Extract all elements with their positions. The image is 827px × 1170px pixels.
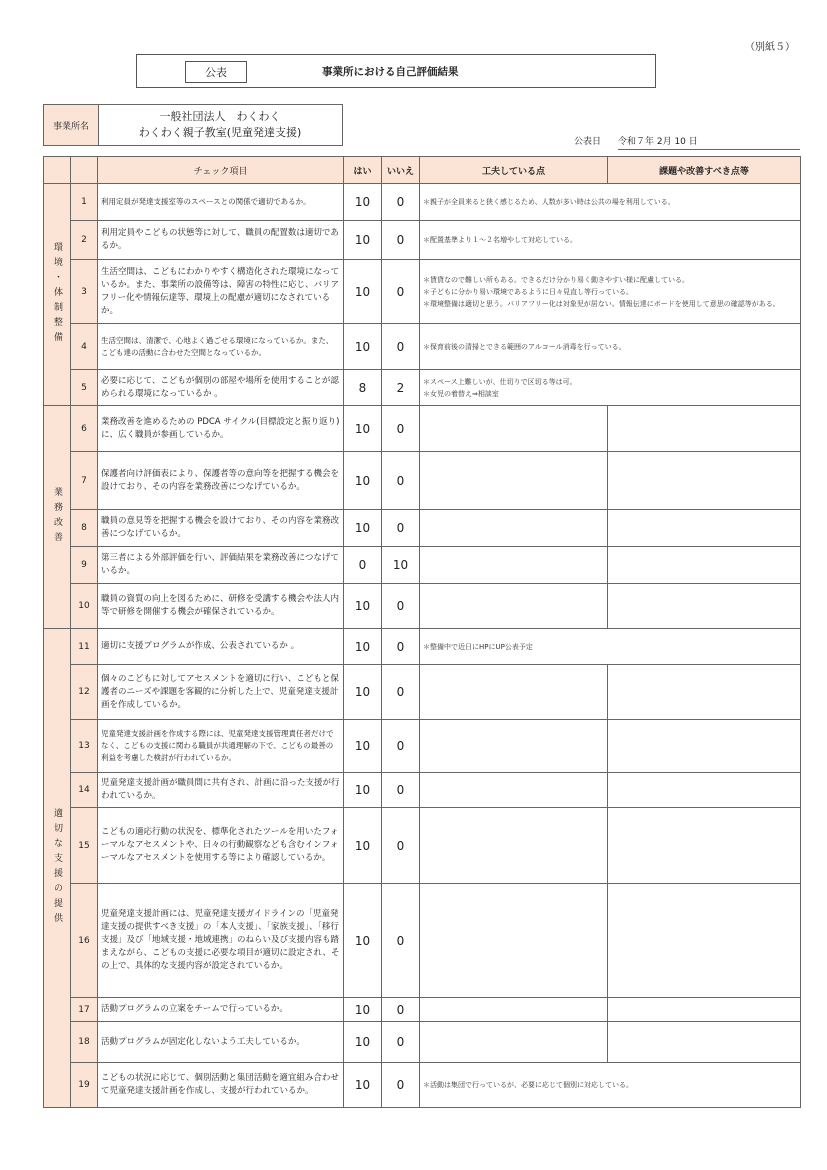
table-row: [44, 452, 801, 510]
effort-note: [420, 547, 608, 584]
no-count: 10: [382, 547, 420, 584]
yes-count: 0: [344, 547, 382, 584]
no-count: 0: [382, 884, 420, 998]
row-number: 16: [71, 884, 98, 998]
effort-note: [420, 510, 608, 547]
effort-note: [420, 884, 608, 998]
header-category: [44, 157, 71, 184]
row-number: 7: [71, 452, 98, 510]
row-number: 12: [71, 665, 98, 720]
table-row: [44, 184, 801, 221]
row-number: 1: [71, 184, 98, 221]
office-label: 事業所名: [44, 105, 99, 145]
yes-count: 10: [344, 260, 382, 324]
yes-count: 10: [344, 629, 382, 665]
table-row: [44, 370, 801, 406]
check-item: 生活空間は、清潔で、心地よく過ごせる環境になっているか。また、こども達の活動に合わせた空間となっているか。: [98, 324, 344, 370]
row-number: 15: [71, 808, 98, 884]
effort-note: [420, 406, 608, 452]
check-item: 児童発達支援計画が職員間に共有され、計画に沿った支援が行われているか。: [98, 773, 344, 808]
issue-note: [608, 406, 801, 452]
no-count: 0: [382, 452, 420, 510]
yes-count: 10: [344, 406, 382, 452]
page-title: 事業所における自己評価結果: [322, 66, 459, 78]
yes-count: 10: [344, 1063, 382, 1108]
check-item: 生活空間は、こどもにわかりやすく構造化された環境になっているか。また、事業所の設備等は、障害の特性に応じ、バリアフリー化や情報伝達等、環境上の配慮が適切になされているか。: [98, 260, 344, 324]
row-number: 4: [71, 324, 98, 370]
table-row: [44, 773, 801, 808]
check-item: こどもの状況に応じて、個別活動と集団活動を適宜組み合わせて児童発達支援計画を作成し、支援が行われているか。: [98, 1063, 344, 1108]
category-cell: 適切な支援の提供: [44, 629, 71, 1108]
row-number: 11: [71, 629, 98, 665]
check-item: 職員の意見等を把握する機会を設けており、その内容を業務改善につなげているか。: [98, 510, 344, 547]
yes-count: 10: [344, 510, 382, 547]
table-header-row: [44, 157, 801, 184]
effort-note: [420, 808, 608, 884]
yes-count: 10: [344, 884, 382, 998]
publish-date: 令和７年 2月 10 日: [618, 134, 800, 150]
table-row: [44, 406, 801, 452]
issue-note: [608, 998, 801, 1022]
yes-count: 10: [344, 452, 382, 510]
row-number: 8: [71, 510, 98, 547]
no-count: 0: [382, 773, 420, 808]
effort-note: ＊配置基準より１～２名増やして対応している。: [420, 221, 801, 260]
header-check-item: チェック項目: [98, 157, 344, 184]
issue-note: [608, 884, 801, 998]
check-item: 適切に支援プログラムが作成、公表されているか 。: [98, 629, 344, 665]
header-yes: はい: [344, 157, 382, 184]
row-number: 2: [71, 221, 98, 260]
table-row: [44, 998, 801, 1022]
publish-label: 公表日: [574, 137, 602, 147]
table-row: [44, 665, 801, 720]
no-count: 2: [382, 370, 420, 406]
check-item: 児童発達支援計画を作成する際には、児童発達支援管理責任者だけでなく、こどもの支援に関わる職員が共通理解の下で、こどもの最善の利益を考慮した検討が行われているか。: [98, 720, 344, 773]
table-row: [44, 808, 801, 884]
yes-count: 10: [344, 665, 382, 720]
title-box: [136, 54, 656, 88]
table-row: [44, 260, 801, 324]
no-count: 0: [382, 584, 420, 629]
row-number: 13: [71, 720, 98, 773]
effort-note: [420, 1022, 608, 1063]
no-count: 0: [382, 1063, 420, 1108]
no-count: 0: [382, 808, 420, 884]
office-name-line2: わくわく親子教室(児童発達支援): [138, 126, 302, 139]
effort-note: ＊親子が全員来ると狭く感じるため、人数が多い時は公共の場を利用している。: [420, 184, 801, 221]
check-item: こどもの適応行動の状況を、標準化されたツールを用いたフォーマルなアセスメントや、日々の行動観察なども含むインフォーマルなアセスメントを使用する等により確認しているか。: [98, 808, 344, 884]
check-item: 保護者向け評価表により、保護者等の意向等を把握する機会を設けており、その内容を業務改善につなげているか。: [98, 452, 344, 510]
issue-note: [608, 720, 801, 773]
no-count: 0: [382, 665, 420, 720]
category-cell: 業務改善: [44, 406, 71, 629]
effort-note: ＊スペース上難しいが、仕切りで区切る等は可。 ＊女児の着替え⇒相談室: [420, 370, 801, 406]
office-name-line1: 一般社団法人 わくわく: [159, 110, 281, 123]
table-row: [44, 324, 801, 370]
issue-note: [608, 547, 801, 584]
category-cell: 環境・体制整備: [44, 184, 71, 406]
check-item: 職員の資質の向上を図るために、研修を受講する機会や法人内等で研修を開催する機会が確保されているか。: [98, 584, 344, 629]
no-count: 0: [382, 629, 420, 665]
check-item: 必要に応じて、こどもが個別の部屋や場所を使用することが認められる環境になっているか 。: [98, 370, 344, 406]
check-item: 利用定員やこどもの状態等に対して、職員の配置数は適切であるか。: [98, 221, 344, 260]
header-no: いいえ: [382, 157, 420, 184]
yes-count: 8: [344, 370, 382, 406]
effort-note: [420, 452, 608, 510]
header-number: [71, 157, 98, 184]
row-number: 9: [71, 547, 98, 584]
no-count: 0: [382, 510, 420, 547]
row-number: 5: [71, 370, 98, 406]
row-number: 17: [71, 998, 98, 1022]
header-effort: 工夫している点: [420, 157, 608, 184]
issue-note: [608, 510, 801, 547]
issue-note: [608, 452, 801, 510]
yes-count: 10: [344, 221, 382, 260]
issue-note: [608, 808, 801, 884]
effort-note: ＊活動は集団で行っているが、必要に応じて個別に対応している。: [420, 1063, 801, 1108]
header-issues: 課題や改善すべき点等: [608, 157, 801, 184]
row-number: 6: [71, 406, 98, 452]
yes-count: 10: [344, 773, 382, 808]
row-number: 18: [71, 1022, 98, 1063]
table-row: [44, 1022, 801, 1063]
issue-note: [608, 1022, 801, 1063]
office-box: [43, 104, 343, 146]
check-item: 活動プログラムが固定化しないよう工夫しているか。: [98, 1022, 344, 1063]
no-count: 0: [382, 324, 420, 370]
no-count: 0: [382, 260, 420, 324]
no-count: 0: [382, 998, 420, 1022]
check-item: 活動プログラムの立案をチームで行っているか。: [98, 998, 344, 1022]
yes-count: 10: [344, 808, 382, 884]
row-number: 14: [71, 773, 98, 808]
table-row: [44, 1063, 801, 1108]
row-number: 3: [71, 260, 98, 324]
table-row: [44, 221, 801, 260]
check-item: 第三者による外部評価を行い、評価結果を業務改善につなげているか。: [98, 547, 344, 584]
yes-count: 10: [344, 324, 382, 370]
table-row: [44, 584, 801, 629]
effort-note: ＊整備中で近日にHPにUP公表予定: [420, 629, 801, 665]
effort-note: ＊賃貸なので難しい所もある。できるだけ分かり易く動きやすい様に配慮している。 ＊子どもに分かり易い環境であるように日々見直し等行っている。 ＊環境整備は適切と思う。バリアフリー化は対象児が居ない。情報伝達にボードを使用して意思の確認等がある。: [420, 260, 801, 324]
evaluation-table: [43, 156, 801, 1108]
office-name: [98, 109, 342, 141]
row-number: 10: [71, 584, 98, 629]
yes-count: 10: [344, 998, 382, 1022]
yes-count: 10: [344, 184, 382, 221]
check-item: 業務改善を進めるための PDCA サイクル(目標設定と振り返り)に、広く職員が参画しているか。: [98, 406, 344, 452]
check-item: 児童発達支援計画には、児童発達支援ガイドラインの「児童発達支援の提供すべき支援」の「本人支援」、「家族支援」、「移行支援」及び「地域支援・地域連携」のねらい及び支援内容も踏まえながら、こどもの支援に必要な項目が適切に設定され、その上で、具体的な支援内容が設定されているか。: [98, 884, 344, 998]
table-row: [44, 510, 801, 547]
yes-count: 10: [344, 720, 382, 773]
effort-note: [420, 998, 608, 1022]
effort-note: [420, 665, 608, 720]
row-number: 19: [71, 1063, 98, 1108]
attachment-label: （別紙５）: [745, 42, 795, 53]
no-count: 0: [382, 1022, 420, 1063]
check-item: 利用定員が発達支援室等のスペースとの関係で適切であるか。: [98, 184, 344, 221]
public-label: 公表: [185, 61, 247, 83]
no-count: 0: [382, 221, 420, 260]
table-row: [44, 547, 801, 584]
table-row: [44, 629, 801, 665]
yes-count: 10: [344, 584, 382, 629]
issue-note: [608, 773, 801, 808]
table-row: [44, 720, 801, 773]
effort-note: [420, 773, 608, 808]
effort-note: ＊保育前後の清掃とできる範囲のアルコール消毒を行っている。: [420, 324, 801, 370]
no-count: 0: [382, 720, 420, 773]
effort-note: [420, 584, 608, 629]
no-count: 0: [382, 406, 420, 452]
check-item: 個々のこどもに対してアセスメントを適切に行い、こどもと保護者のニーズや課題を客観的に分析した上で、児童発達支援計画を作成しているか。: [98, 665, 344, 720]
issue-note: [608, 665, 801, 720]
effort-note: [420, 720, 608, 773]
table-row: [44, 884, 801, 998]
yes-count: 10: [344, 1022, 382, 1063]
no-count: 0: [382, 184, 420, 221]
issue-note: [608, 584, 801, 629]
